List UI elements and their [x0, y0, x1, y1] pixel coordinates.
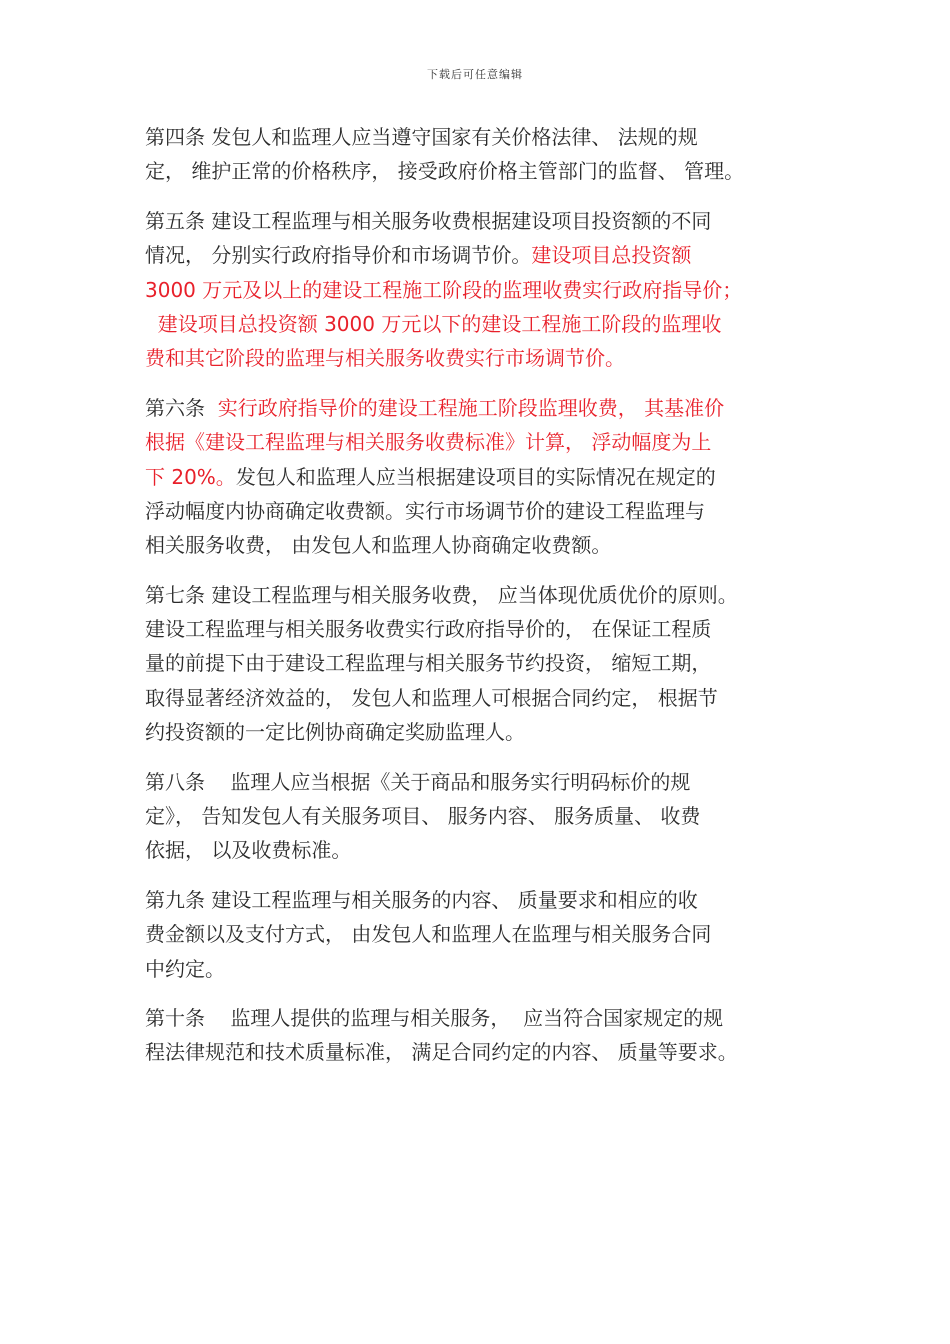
text-run: 量的前提下由于建设工程监理与相关服务节约投资， 缩短工期， [145, 651, 712, 676]
highlighted-text-run: 建设项目总投资额 3000 万元以下的建设工程施工阶段的监理收 [145, 311, 722, 336]
text-line [145, 425, 835, 459]
text-line [145, 917, 835, 951]
text-line [145, 307, 835, 341]
text-run: 取得显著经济效益的， 发包人和监理人可根据合同约定， 根据节 [145, 685, 718, 710]
text-line [145, 238, 835, 272]
text-line [145, 120, 835, 154]
text-line [145, 1001, 835, 1035]
text-line [145, 646, 835, 680]
article-9 [145, 883, 835, 986]
text-run: 第八条 监理人应当根据《关于商品和服务实行明码标价的规 [145, 769, 691, 794]
text-line [145, 883, 835, 917]
header-note: 下载后可任意编辑 [427, 68, 523, 81]
text-run: 定， 维护正常的价格秩序， 接受政府价格主管部门的监督、 管理。 [145, 159, 745, 184]
highlighted-text-run: 建设项目总投资额 [531, 243, 692, 268]
text-line [145, 273, 835, 307]
highlighted-text-run: 实行政府指导价的建设工程施工阶段监理收费， 其基准价 [217, 395, 725, 420]
text-line [145, 528, 835, 562]
article-6 [145, 391, 835, 563]
text-run: 浮动幅度内协商确定收费额。实行市场调节价的建设工程监理与 [145, 498, 705, 523]
text-run: 第六条 [145, 395, 218, 420]
text-run: 依据， 以及收费标准。 [145, 838, 352, 863]
text-line [145, 204, 835, 238]
text-run: 建设工程监理与相关服务收费实行政府指导价的， 在保证工程质 [145, 617, 712, 642]
text-line [145, 765, 835, 799]
text-line [145, 154, 835, 188]
article-5 [145, 204, 835, 376]
text-run: 第十条 监理人提供的监理与相关服务， 应当符合国家规定的规 [145, 1005, 724, 1030]
text-run: 发包人和监理人应当根据建设项目的实际情况在规定的 [235, 464, 716, 489]
text-run: 相关服务收费， 由发包人和监理人协商确定收费额。 [145, 533, 612, 558]
text-line [145, 460, 835, 494]
document-body [145, 120, 835, 1085]
text-line [145, 341, 835, 375]
highlighted-text-run: 费和其它阶段的监理与相关服务收费实行市场调节价。 [145, 346, 625, 371]
article-10 [145, 1001, 835, 1070]
text-line [145, 799, 835, 833]
text-run: 程法律规范和技术质量标准， 满足合同约定的内容、 质量等要求。 [145, 1040, 738, 1065]
text-run: 第九条 建设工程监理与相关服务的内容、 质量要求和相应的收 [145, 887, 698, 912]
text-line [145, 952, 835, 986]
text-line [145, 1035, 835, 1069]
text-run: 第七条 建设工程监理与相关服务收费， 应当体现优质优价的原则。 [145, 582, 738, 607]
article-8 [145, 765, 835, 868]
article-7 [145, 578, 835, 750]
text-run: 定》， 告知发包人有关服务项目、 服务内容、 服务质量、 收费 [145, 804, 701, 829]
text-line [145, 391, 835, 425]
text-line [145, 833, 835, 867]
text-line [145, 715, 835, 749]
highlighted-text-run: 3000 万元及以上的建设工程施工阶段的监理收费实行政府指导价； [145, 277, 743, 302]
highlighted-text-run: 根据《建设工程监理与相关服务收费标准》计算， 浮动幅度为上 [145, 430, 712, 455]
text-run: 第五条 建设工程监理与相关服务收费根据建设项目投资额的不同 [145, 208, 712, 233]
text-line [145, 612, 835, 646]
text-run: 费金额以及支付方式， 由发包人和监理人在监理与相关服务合同 [145, 922, 712, 947]
text-run: 第四条 发包人和监理人应当遵守国家有关价格法律、 法规的规 [145, 125, 698, 149]
text-run: 中约定。 [145, 956, 225, 981]
text-line [145, 578, 835, 612]
text-line [145, 494, 835, 528]
text-run: 约投资额的一定比例协商确定奖励监理人。 [145, 720, 525, 745]
article-4 [145, 120, 835, 189]
text-line [145, 681, 835, 715]
text-run: 情况， 分别实行政府指导价和市场调节价。 [145, 243, 532, 268]
highlighted-text-run: 下 20%。 [145, 464, 236, 489]
